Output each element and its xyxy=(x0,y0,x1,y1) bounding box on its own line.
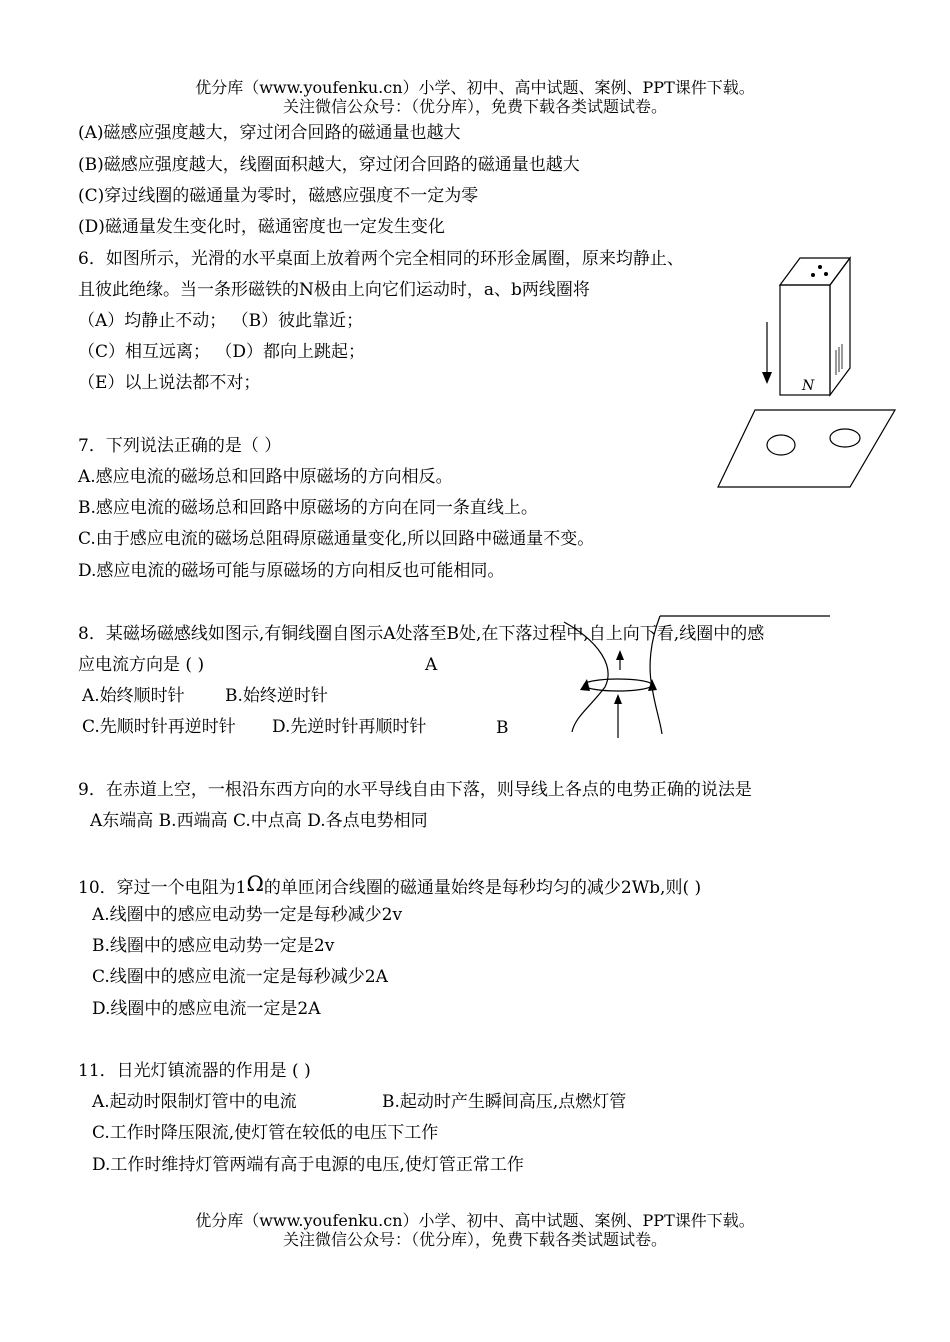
q8-stem-line-1: 8．某磁场磁感线如图示,有铜线圈自图示A处落至B处,在下落过程中,自上向下看,线圈中的感 xyxy=(78,624,765,644)
q10-option-c: C.线圈中的感应电流一定是每秒减少2A xyxy=(92,967,388,987)
q10-stem-pre: 10．穿过一个电阻为1 xyxy=(78,878,247,898)
q11-option-b: B.起动时产生瞬间高压,点燃灯管 xyxy=(382,1092,627,1112)
q7-option-a: A.感应电流的磁场总和回路中原磁场的方向相反。 xyxy=(78,467,453,487)
q7-option-d: D.感应电流的磁场可能与原磁场的方向相反也可能相同。 xyxy=(78,561,505,581)
q8-option-c: C.先顺时针再逆时针 xyxy=(82,717,236,737)
q6-stem-line-2: 且彼此绝缘。当一条形磁铁的N极由上向它们运动时，a、b两线圈将 xyxy=(78,280,590,300)
q6-magnet-rings-figure xyxy=(710,250,900,490)
q10-stem-post: 的单匝闭合线圈的磁通量始终是每秒均匀的减少2Wb,则( ) xyxy=(263,878,702,898)
q10-option-d: D.线圈中的感应电流一定是2A xyxy=(92,999,321,1019)
q11-stem: 11．日光灯镇流器的作用是 ( ) xyxy=(78,1061,311,1081)
q8-option-d: D.先逆时针再顺时针 xyxy=(272,717,427,737)
q6-options-ab: （A）均静止不动； （B）彼此靠近； xyxy=(78,311,364,331)
q9-options: A东端高 B.西端高 C.中点高 D.各点电势相同 xyxy=(90,811,428,831)
header-line-2: 关注微信公众号：（优分库），免费下载各类试题试卷。 xyxy=(282,97,667,116)
q5-option-d: (D)磁通量发生变化时，磁通密度也一定发生变化 xyxy=(78,217,445,237)
q7-stem: 7．下列说法正确的是（ ） xyxy=(78,436,282,456)
q11-option-a: A.起动时限制灯管中的电流 xyxy=(92,1092,297,1112)
q7-option-b: B.感应电流的磁场总和回路中原磁场的方向在同一条直线上。 xyxy=(78,498,538,518)
q5-option-c: (C)穿过线圈的磁通量为零时，磁感应强度不一定为零 xyxy=(78,186,479,206)
magnet-n-label: N xyxy=(802,378,815,394)
q5-option-b: (B)磁感应强度越大，线圈面积越大，穿过闭合回路的磁通量也越大 xyxy=(78,155,580,175)
q8-option-b: B.始终逆时针 xyxy=(225,686,328,706)
q6-stem-line-1: 6．如图所示，光滑的水平桌面上放着两个完全相同的环形金属圈，原来均静止、 xyxy=(78,249,684,269)
q9-stem: 9．在赤道上空，一根沿东西方向的水平导线自由下落，则导线上各点的电势正确的说法是 xyxy=(78,780,752,800)
q5-option-a: (A)磁感应强度越大，穿过闭合回路的磁通量也越大 xyxy=(78,123,461,143)
q6-option-e: （E）以上说法都不对； xyxy=(78,373,261,393)
q8-option-a: A.始终顺时针 xyxy=(82,686,185,706)
q10-option-b: B.线圈中的感应电动势一定是2v xyxy=(92,936,335,956)
q8-label-a: A xyxy=(425,655,438,675)
q10-option-a: A.线圈中的感应电动势一定是每秒减少2v xyxy=(92,905,403,925)
q10-stem xyxy=(78,874,701,898)
q11-option-d: D.工作时维持灯管两端有高于电源的电压,使灯管正常工作 xyxy=(92,1155,524,1175)
q7-option-c: C.由于感应电流的磁场总阻碍原磁通量变化,所以回路中磁通量不变。 xyxy=(78,529,595,549)
q8-stem-line-2: 应电流方向是 ( ) xyxy=(78,655,205,675)
footer-line-1: 优分库（www.youfenku.cn）小学、初中、高中试题、案例、PPT课件下载。 xyxy=(195,1211,755,1230)
header-line-1: 优分库（www.youfenku.cn）小学、初中、高中试题、案例、PPT课件下载。 xyxy=(195,78,755,97)
q8-label-b: B xyxy=(496,718,509,738)
q11-option-c: C.工作时降压限流,使灯管在较低的电压下工作 xyxy=(92,1123,439,1143)
footer-line-2: 关注微信公众号：（优分库），免费下载各类试题试卷。 xyxy=(282,1230,667,1249)
q6-options-cd: （C）相互远离； （D）都向上跳起； xyxy=(78,342,366,362)
omega-symbol: Ω xyxy=(246,872,264,896)
